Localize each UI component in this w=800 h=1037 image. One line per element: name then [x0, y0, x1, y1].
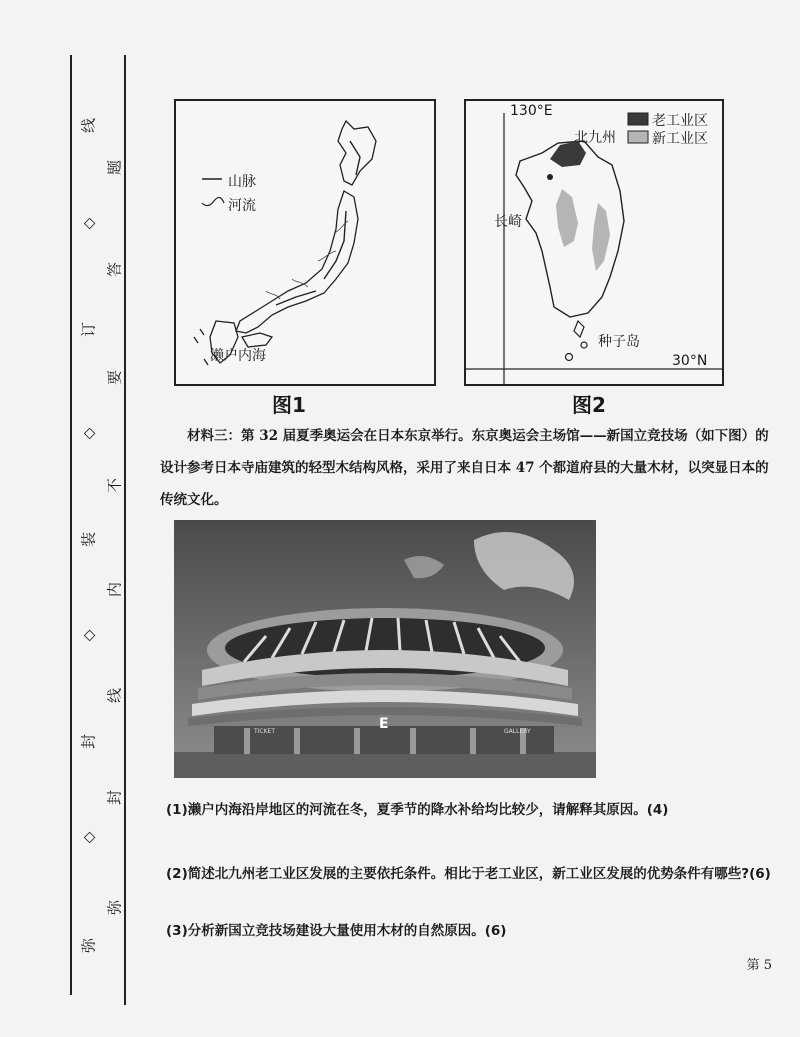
margin-char-inner: 不 [105, 478, 124, 494]
margin-line-right [124, 55, 126, 1005]
margin-char-inner: 线 [105, 688, 124, 704]
stadium-photo [174, 520, 596, 778]
margin-char-inner: 内 [105, 582, 124, 598]
page-number: 第 5 [746, 958, 772, 973]
figure1-caption: 图1 [272, 393, 306, 417]
margin-char-outer: 订 [79, 322, 98, 338]
legend-river-label: 河流 [228, 198, 256, 214]
longitude-label: 130°E [510, 103, 553, 119]
figure2-caption: 图2 [572, 393, 606, 417]
kitakyushu-label: 北九州 [574, 130, 616, 146]
sign-ticket: TICKET [254, 728, 276, 735]
margin-diamond: ◇ [79, 427, 98, 440]
margin-char-inner: 弥 [105, 900, 124, 916]
margin-char-inner: 要 [105, 370, 124, 386]
margin-char-inner: 封 [105, 790, 124, 806]
legend-old-industrial-label: 老工业区 [652, 113, 708, 129]
figure2-map [464, 99, 724, 386]
margin-char-inner: 答 [105, 262, 124, 278]
question-2: (2)简述北九州老工业区发展的主要依托条件。相比于老工业区，新工业区发展的优势条件有哪些?(6) [166, 866, 771, 882]
question-3: (3)分析新国立竞技场建设大量使用木材的自然原因。(6) [166, 923, 507, 939]
tanegashima-label: 种子岛 [598, 334, 640, 350]
sign-e: E [379, 716, 389, 732]
margin-diamond: ◇ [79, 831, 98, 844]
margin-line-left [70, 55, 72, 995]
margin-char-outer: 线 [79, 118, 98, 134]
japan-map [176, 101, 434, 384]
latitude-label: 30°N [672, 353, 708, 369]
seto-inland-sea-label: 濑户内海 [210, 348, 266, 364]
legend-mountain-label: 山脉 [228, 174, 256, 190]
figure1-map [174, 99, 436, 386]
margin-diamond: ◇ [79, 217, 98, 230]
margin-char-outer: 装 [79, 532, 98, 548]
margin-char-outer: 封 [79, 734, 98, 750]
sign-gallery: GALLERY [504, 728, 531, 735]
material3-paragraph: 材料三：第 32 届夏季奥运会在日本东京举行。东京奥运会主场馆——新国立竞技场（如下图）的设计参考日本寺庙建筑的轻型木结构风格，采用了来自日本 47 个都道府县的大量木材，以突显日本的传统文化。 [160, 428, 769, 508]
margin-char-outer: 弥 [79, 938, 98, 954]
margin-diamond: ◇ [79, 629, 98, 642]
margin-char-inner: 题 [105, 160, 124, 176]
question-1: (1)濑户内海沿岸地区的河流在冬，夏季节的降水补给均比较少，请解释其原因。(4) [166, 802, 669, 818]
nagasaki-label: 长崎 [494, 214, 522, 230]
legend-new-industrial-label: 新工业区 [652, 131, 708, 147]
